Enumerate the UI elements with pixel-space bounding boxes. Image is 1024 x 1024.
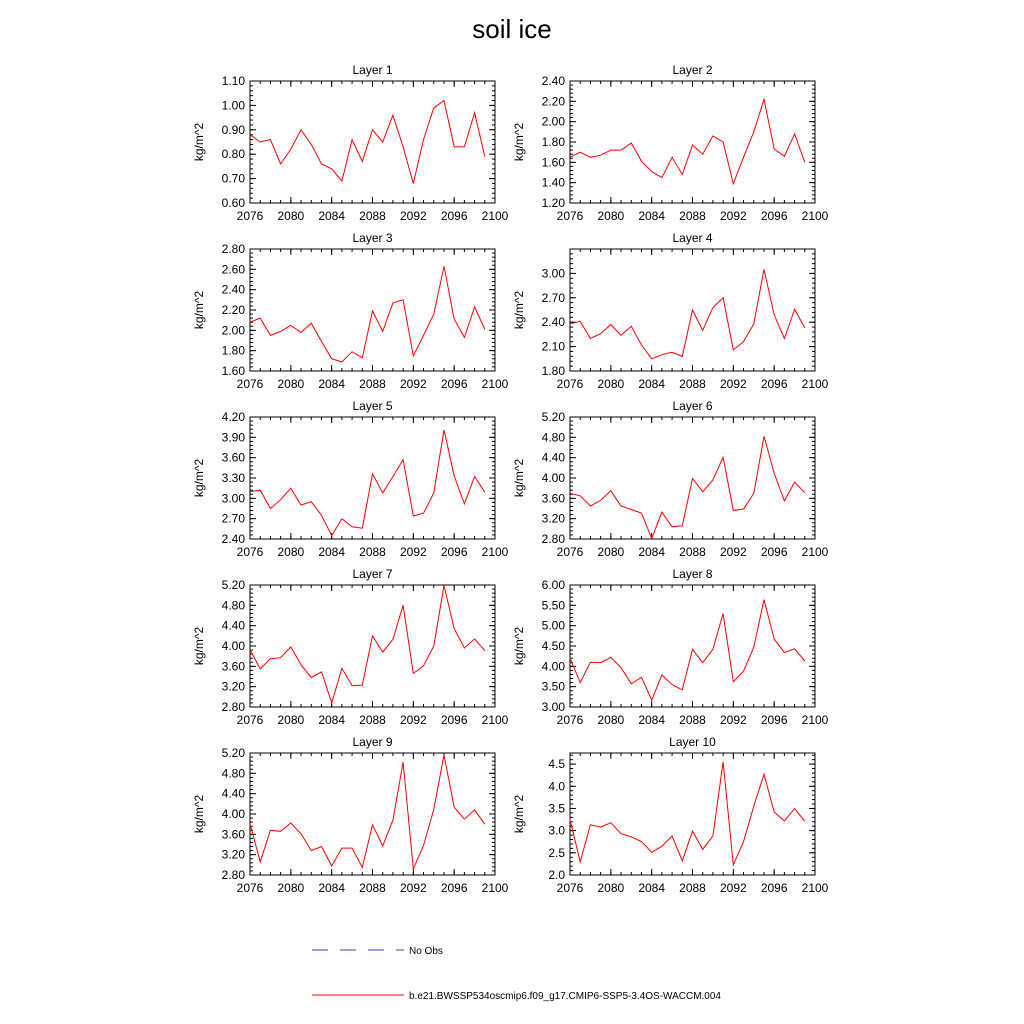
y-tick-label: 1.80 <box>541 135 565 149</box>
x-tick-label: 2076 <box>556 209 584 223</box>
y-tick-label: 1.80 <box>541 364 565 378</box>
y-tick-label: 4.40 <box>221 786 245 801</box>
y-tick-label: 2.70 <box>541 290 565 305</box>
y-tick-label: 5.20 <box>221 578 245 592</box>
y-tick-label: 4.0 <box>548 779 565 794</box>
x-tick-label: 2092 <box>719 209 747 223</box>
y-tick-label: 4.5 <box>548 757 565 772</box>
y-tick-label: 0.80 <box>221 147 245 162</box>
x-tick-label: 2096 <box>440 713 468 727</box>
y-tick-label: 2.40 <box>541 315 565 330</box>
x-tick-label: 2080 <box>597 713 625 727</box>
x-tick-label: 2100 <box>481 209 509 223</box>
x-tick-label: 2080 <box>277 377 305 391</box>
x-tick-label: 2096 <box>760 377 788 391</box>
y-tick-label: 3.60 <box>221 450 245 465</box>
y-tick-label: 3.60 <box>221 827 245 842</box>
y-tick-label: 1.60 <box>541 155 565 170</box>
y-tick-label: 2.60 <box>221 262 245 277</box>
x-tick-label: 2080 <box>277 713 305 727</box>
y-tick-label: 2.10 <box>541 339 565 354</box>
y-axis-label: kg/m^2 <box>512 122 526 162</box>
y-tick-label: 1.20 <box>541 196 565 210</box>
x-tick-label: 2100 <box>481 545 509 559</box>
y-tick-label: 1.00 <box>221 98 245 113</box>
y-tick-label: 2.80 <box>541 532 565 546</box>
x-tick-label: 2096 <box>440 545 468 559</box>
y-tick-label: 1.10 <box>221 74 245 88</box>
x-tick-label: 2080 <box>597 545 625 559</box>
x-tick-label: 2076 <box>236 881 264 895</box>
y-tick-label: 1.60 <box>221 364 245 378</box>
panel-title: Layer 8 <box>672 567 713 581</box>
x-tick-label: 2088 <box>679 881 706 895</box>
y-tick-label: 5.20 <box>541 410 565 424</box>
y-tick-label: 2.70 <box>221 511 245 526</box>
x-tick-label: 2092 <box>399 881 427 895</box>
y-axis-label: kg/m^2 <box>192 290 206 330</box>
y-tick-label: 2.5 <box>548 845 565 860</box>
y-axis-label: kg/m^2 <box>512 290 526 330</box>
panel-title: Layer 5 <box>352 399 393 413</box>
x-tick-label: 2100 <box>481 881 509 895</box>
y-tick-label: 3.50 <box>541 679 565 694</box>
x-tick-label: 2092 <box>399 713 427 727</box>
y-tick-label: 0.60 <box>221 196 245 210</box>
x-tick-label: 2084 <box>638 377 666 391</box>
y-tick-label: 4.80 <box>221 766 245 781</box>
x-tick-label: 2096 <box>440 377 468 391</box>
x-tick-label: 2100 <box>801 545 829 559</box>
y-axis-label: kg/m^2 <box>512 458 526 498</box>
x-tick-label: 2088 <box>679 377 706 391</box>
y-tick-label: 2.80 <box>221 700 245 714</box>
x-tick-label: 2076 <box>556 713 584 727</box>
y-tick-label: 2.80 <box>221 868 245 882</box>
x-tick-label: 2076 <box>236 209 264 223</box>
x-tick-label: 2088 <box>679 209 706 223</box>
y-tick-label: 6.00 <box>541 578 565 592</box>
x-tick-label: 2096 <box>440 209 468 223</box>
panel-title: Layer 1 <box>352 63 393 77</box>
y-tick-label: 4.00 <box>541 659 565 674</box>
y-tick-label: 3.60 <box>541 491 565 506</box>
y-tick-label: 4.00 <box>221 639 245 653</box>
x-tick-label: 2084 <box>318 881 346 895</box>
y-tick-label: 3.30 <box>221 471 245 485</box>
y-tick-label: 3.90 <box>221 430 245 445</box>
x-tick-label: 2080 <box>597 209 625 223</box>
y-tick-label: 2.0 <box>548 868 565 882</box>
x-tick-label: 2096 <box>440 881 468 895</box>
legend-obs-label: No Obs <box>409 946 443 957</box>
y-tick-label: 3.00 <box>541 266 565 281</box>
x-tick-label: 2088 <box>359 377 386 391</box>
panel-title: Layer 4 <box>672 231 713 245</box>
x-tick-label: 2092 <box>719 881 747 895</box>
x-tick-label: 2092 <box>399 377 427 391</box>
x-tick-label: 2096 <box>760 545 788 559</box>
y-tick-label: 2.00 <box>221 323 245 338</box>
y-tick-label: 4.20 <box>221 410 245 424</box>
y-axis-label: kg/m^2 <box>512 794 526 834</box>
x-tick-label: 2084 <box>318 713 346 727</box>
y-tick-label: 5.20 <box>221 746 245 760</box>
x-tick-label: 2076 <box>236 545 264 559</box>
y-axis-label: kg/m^2 <box>192 794 206 834</box>
x-tick-label: 2084 <box>638 545 666 559</box>
x-tick-label: 2096 <box>760 713 788 727</box>
y-tick-label: 4.00 <box>221 807 245 821</box>
y-tick-label: 2.20 <box>541 94 565 109</box>
x-tick-label: 2092 <box>719 377 747 391</box>
x-tick-label: 2084 <box>318 209 346 223</box>
x-tick-label: 2084 <box>638 713 666 727</box>
y-tick-label: 0.70 <box>221 171 245 186</box>
y-tick-label: 3.0 <box>548 823 565 838</box>
x-tick-label: 2080 <box>277 545 305 559</box>
y-tick-label: 4.80 <box>221 598 245 613</box>
x-tick-label: 2088 <box>359 881 386 895</box>
y-tick-label: 1.40 <box>541 175 565 190</box>
x-tick-label: 2080 <box>277 209 305 223</box>
panel-title: Layer 9 <box>352 735 393 749</box>
y-tick-label: 3.20 <box>221 847 245 862</box>
y-tick-label: 3.00 <box>541 700 565 714</box>
x-tick-label: 2092 <box>399 545 427 559</box>
x-tick-label: 2084 <box>318 377 346 391</box>
x-tick-label: 2100 <box>481 713 509 727</box>
y-tick-label: 3.00 <box>221 491 245 506</box>
y-tick-label: 2.40 <box>221 282 245 297</box>
y-tick-label: 2.40 <box>541 74 565 88</box>
x-tick-label: 2088 <box>679 545 706 559</box>
y-tick-label: 3.20 <box>541 511 565 526</box>
y-tick-label: 1.80 <box>221 343 245 358</box>
x-tick-label: 2096 <box>760 209 788 223</box>
y-tick-label: 4.40 <box>541 450 565 465</box>
x-tick-label: 2100 <box>801 209 829 223</box>
x-tick-label: 2100 <box>801 377 829 391</box>
x-tick-label: 2084 <box>638 209 666 223</box>
panel-title: Layer 10 <box>669 735 716 749</box>
y-tick-label: 5.50 <box>541 598 565 613</box>
x-tick-label: 2088 <box>359 545 386 559</box>
legend-model-label: b.e21.BWSSP534oscmip6.f09_g17.CMIP6-SSP5-3.4OS-WACCM.004 <box>409 991 721 1002</box>
x-tick-label: 2076 <box>556 377 584 391</box>
y-tick-label: 5.00 <box>541 618 565 633</box>
y-tick-label: 4.00 <box>541 471 565 485</box>
x-tick-label: 2100 <box>801 713 829 727</box>
y-tick-label: 4.50 <box>541 639 565 653</box>
x-tick-label: 2076 <box>236 377 264 391</box>
y-tick-label: 4.40 <box>221 618 245 633</box>
x-tick-label: 2088 <box>679 713 706 727</box>
y-axis-label: kg/m^2 <box>192 626 206 666</box>
x-tick-label: 2092 <box>719 713 747 727</box>
x-tick-label: 2092 <box>719 545 747 559</box>
x-tick-label: 2084 <box>638 881 666 895</box>
y-tick-label: 3.60 <box>221 659 245 674</box>
y-tick-label: 4.80 <box>541 430 565 445</box>
panel-title: Layer 7 <box>352 567 393 581</box>
x-tick-label: 2080 <box>597 377 625 391</box>
y-tick-label: 2.20 <box>221 303 245 317</box>
x-tick-label: 2088 <box>359 713 386 727</box>
y-tick-label: 3.5 <box>548 801 565 816</box>
panel-title: Layer 6 <box>672 399 713 413</box>
x-tick-label: 2076 <box>236 713 264 727</box>
panel-title: Layer 2 <box>672 63 713 77</box>
x-tick-label: 2076 <box>556 881 584 895</box>
y-tick-label: 2.80 <box>221 242 245 256</box>
x-tick-label: 2080 <box>277 881 305 895</box>
x-tick-label: 2100 <box>481 377 509 391</box>
x-tick-label: 2100 <box>801 881 829 895</box>
y-axis-label: kg/m^2 <box>192 458 206 498</box>
y-axis-label: kg/m^2 <box>512 626 526 666</box>
x-tick-label: 2076 <box>556 545 584 559</box>
y-tick-label: 2.00 <box>541 114 565 129</box>
panel-title: Layer 3 <box>352 231 393 245</box>
x-tick-label: 2084 <box>318 545 346 559</box>
x-tick-label: 2080 <box>597 881 625 895</box>
page-title: soil ice <box>472 14 552 44</box>
y-tick-label: 0.90 <box>221 122 245 137</box>
x-tick-label: 2096 <box>760 881 788 895</box>
x-tick-label: 2092 <box>399 209 427 223</box>
y-axis-label: kg/m^2 <box>192 122 206 162</box>
y-tick-label: 2.40 <box>221 532 245 546</box>
x-tick-label: 2088 <box>359 209 386 223</box>
y-tick-label: 3.20 <box>221 679 245 694</box>
